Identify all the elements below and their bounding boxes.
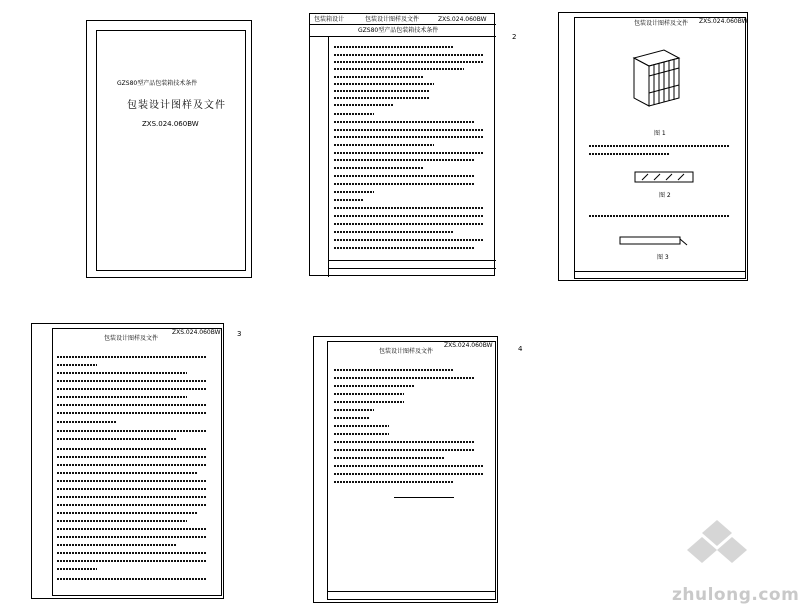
page5-sheet [313, 336, 498, 603]
page4-header-mid: 包装设计图样及文件 [104, 335, 159, 342]
page3-header-mid: 包装设计图样及文件 [634, 20, 689, 27]
page2-left-strip [328, 36, 329, 277]
page2-header-code: ZXS.024.060BW [438, 16, 487, 23]
page3-header-code: ZXS.024.060BW [699, 18, 748, 25]
page4-marker: 3 [237, 330, 242, 338]
page3-footer-rule [574, 271, 746, 272]
page3-fig1: 图 1 [654, 130, 666, 137]
page2-footer-rule2 [328, 268, 496, 269]
page3-sheet [558, 12, 748, 281]
page2-footer-rule [328, 260, 496, 261]
page2-sheet [309, 13, 495, 276]
cover-project-line: GZS80型产品包装箱技术条件 [117, 80, 198, 87]
page4-header-code: ZXS.024.060BW [172, 329, 221, 336]
page5-frame [327, 341, 496, 600]
fig2-illustration [634, 171, 694, 183]
crate-illustration [624, 38, 684, 110]
page4-sheet [31, 323, 224, 599]
zhulong-logo-icon [682, 515, 752, 575]
page3-fig2: 图 2 [659, 192, 671, 199]
page4-frame [52, 328, 222, 596]
page5-footer-rule [327, 591, 496, 592]
cover-frame [96, 30, 246, 271]
page2-header-sub: GZS80型产品包装箱技术条件 [358, 27, 439, 34]
page2-header-rule [310, 24, 496, 25]
page5-header-mid: 包装设计图样及文件 [379, 348, 434, 355]
page2-marker: 2 [512, 33, 517, 41]
fig3-illustration [619, 235, 689, 247]
page2-header-left: 包装箱设计 [314, 16, 345, 23]
page5-marker: 4 [518, 345, 523, 353]
page5-header-code: ZXS.024.060BW [444, 342, 493, 349]
cover-sheet [86, 20, 252, 278]
page3-fig3: 图 3 [657, 254, 669, 261]
cover-doc-title: 包装设计图样及文件 [127, 100, 226, 111]
page5-end-rule [394, 497, 454, 498]
watermark-text: zhulong.com [672, 585, 799, 605]
page2-header-rule2 [310, 36, 496, 37]
cover-doc-code: ZXS.024.060BW [142, 120, 199, 128]
page2-header-mid: 包装设计图样及文件 [365, 16, 420, 23]
